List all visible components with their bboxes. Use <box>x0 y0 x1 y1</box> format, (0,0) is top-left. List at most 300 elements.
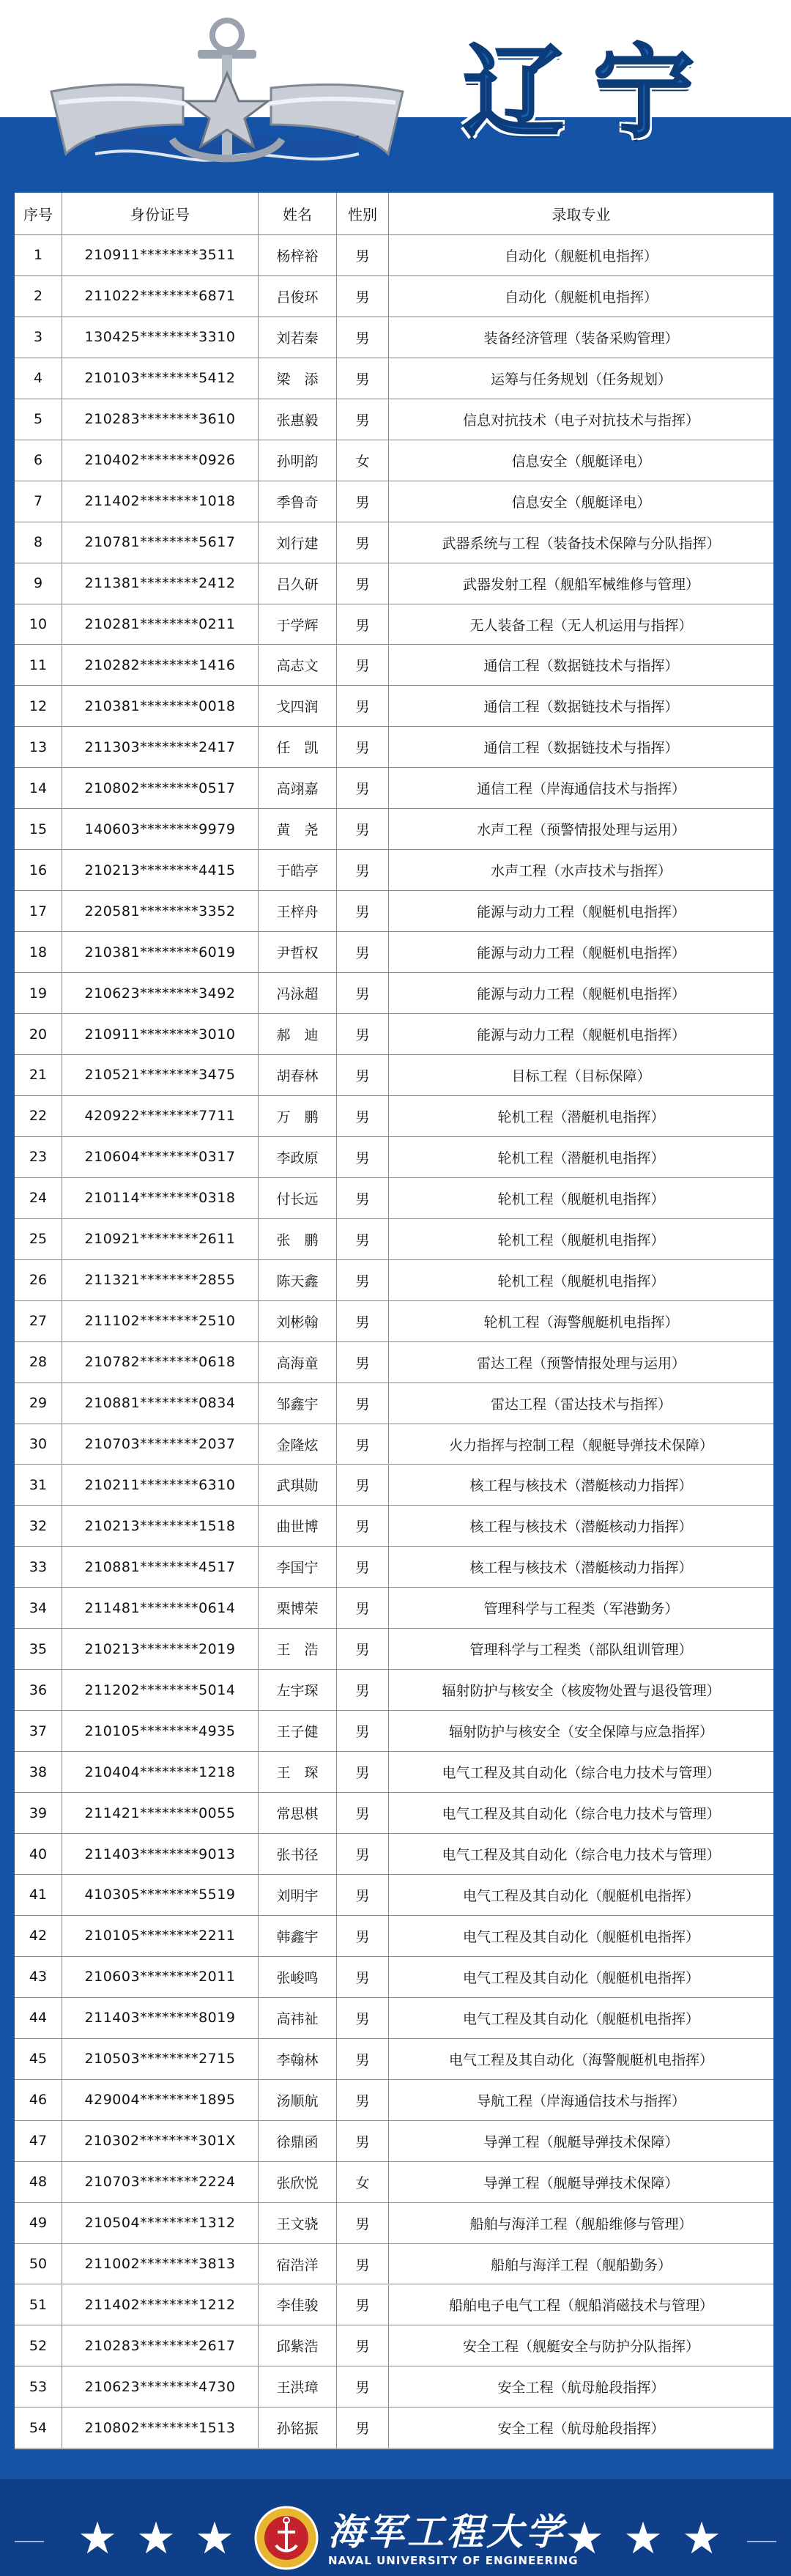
gender: 男 <box>337 235 389 275</box>
gender: 男 <box>337 727 389 767</box>
table-row <box>15 1916 773 1957</box>
admitted-major: 目标工程（目标保障） <box>511 1067 651 1084</box>
gender: 男 <box>337 768 389 808</box>
id-number: 210283********2617 <box>62 2325 259 2366</box>
student-name: 金隆炫 <box>259 1424 337 1465</box>
gender: 男 <box>337 809 389 849</box>
admitted-major: 船舶与海洋工程（舰船勤务） <box>490 2257 672 2273</box>
student-name: 孙铭振 <box>259 2407 337 2448</box>
row-index: 8 <box>15 522 62 563</box>
gender: 男 <box>337 276 389 317</box>
admitted-major: 武器系统与工程（装备技术保障与分队指挥） <box>442 535 721 552</box>
row-index: 44 <box>15 1998 62 2038</box>
table-row <box>15 891 773 932</box>
id-number: 211102********2510 <box>62 1301 259 1341</box>
admitted-major: 电气工程及其自动化（综合电力技术与管理） <box>442 1765 721 1782</box>
gender: 男 <box>337 1506 389 1546</box>
gender: 男 <box>337 1219 389 1259</box>
table-row <box>15 1465 773 1506</box>
footer-band <box>0 2479 791 2576</box>
id-number: 210921********2611 <box>62 1219 259 1259</box>
table-row <box>15 932 773 973</box>
table-row <box>15 1670 773 1711</box>
gender: 男 <box>337 1752 389 1792</box>
student-name: 王洪璋 <box>259 2366 337 2407</box>
student-name: 尹哲权 <box>259 932 337 972</box>
row-index: 5 <box>15 399 62 440</box>
id-number: 210103********5412 <box>62 358 259 399</box>
id-number: 210802********0517 <box>62 768 259 808</box>
admitted-major: 电气工程及其自动化（舰艇机电指挥） <box>462 1928 699 1945</box>
row-index: 50 <box>15 2244 62 2284</box>
id-number: 211481********0614 <box>62 1588 259 1628</box>
id-number: 211303********2417 <box>62 727 259 767</box>
admitted-major: 信息安全（舰艇译电） <box>511 494 651 511</box>
admitted-major: 船舶与海洋工程（舰船维修与管理） <box>469 2216 693 2232</box>
admitted-major: 辐射防护与核安全（核废物处置与退役管理） <box>442 1683 721 1700</box>
row-index: 21 <box>15 1055 62 1095</box>
id-number: 210105********2211 <box>62 1916 259 1956</box>
id-number: 210911********3511 <box>62 235 259 275</box>
table-row <box>15 1875 773 1916</box>
admission-table <box>15 193 773 2449</box>
column-header-name: 姓名 <box>259 193 337 234</box>
row-index: 24 <box>15 1178 62 1218</box>
student-name: 王 浩 <box>259 1629 337 1669</box>
id-number: 211022********6871 <box>62 276 259 317</box>
id-number: 211202********5014 <box>62 1670 259 1710</box>
gender: 男 <box>337 686 389 726</box>
id-number: 210381********0018 <box>62 686 259 726</box>
row-index: 10 <box>15 604 62 645</box>
gender: 男 <box>337 1793 389 1833</box>
admitted-major: 信息对抗技术（电子对抗技术与指挥） <box>462 412 699 429</box>
student-name: 万 鹏 <box>259 1096 337 1136</box>
table-row <box>15 973 773 1014</box>
row-index: 4 <box>15 358 62 399</box>
row-index: 17 <box>15 891 62 931</box>
row-index: 1 <box>15 235 62 275</box>
table-row <box>15 358 773 399</box>
admitted-major: 核工程与核技术（潜艇核动力指挥） <box>469 1478 693 1495</box>
row-index: 53 <box>15 2366 62 2407</box>
admitted-major: 核工程与核技术（潜艇核动力指挥） <box>469 1519 693 1536</box>
university-seal-icon <box>254 2506 319 2570</box>
id-number: 210404********1218 <box>62 1752 259 1792</box>
admitted-major: 无人装备工程（无人机运用与指挥） <box>469 617 693 634</box>
student-name: 郝 迪 <box>259 1014 337 1054</box>
student-name: 孙明韵 <box>259 440 337 481</box>
id-number: 211402********1212 <box>62 2285 259 2325</box>
id-number: 210521********3475 <box>62 1055 259 1095</box>
id-number: 210283********3610 <box>62 399 259 440</box>
admitted-major: 电气工程及其自动化（舰艇机电指挥） <box>462 2010 699 2027</box>
admitted-major: 电气工程及其自动化（舰艇机电指挥） <box>462 1969 699 1986</box>
gender: 男 <box>337 1383 389 1424</box>
admitted-major: 电气工程及其自动化（综合电力技术与管理） <box>442 1806 721 1823</box>
id-number: 220581********3352 <box>62 891 259 931</box>
admitted-major: 运筹与任务规划（任务规划） <box>490 371 672 388</box>
gender: 男 <box>337 1301 389 1341</box>
admitted-major: 安全工程（舰艇安全与防护分队指挥） <box>462 2339 699 2355</box>
gender: 男 <box>337 1957 389 1997</box>
table-row <box>15 2121 773 2162</box>
row-index: 3 <box>15 317 62 358</box>
row-index: 6 <box>15 440 62 481</box>
id-number: 210302********301X <box>62 2121 259 2161</box>
table-row <box>15 1219 773 1260</box>
gender: 男 <box>337 1424 389 1465</box>
id-number: 210881********0834 <box>62 1383 259 1424</box>
student-name: 张惠毅 <box>259 399 337 440</box>
student-name: 李政原 <box>259 1137 337 1177</box>
id-number: 210211********6310 <box>62 1465 259 1506</box>
admitted-major: 水声工程（水声技术与指挥） <box>490 863 672 880</box>
id-number: 420922********7711 <box>62 1096 259 1136</box>
admitted-major: 管理科学与工程类（军港勤务） <box>483 1601 679 1618</box>
footer-divider <box>15 2541 44 2542</box>
table-row <box>15 2080 773 2121</box>
school-name: 海军工程大学 <box>328 2510 565 2553</box>
gender: 男 <box>337 1260 389 1300</box>
table-row <box>15 1834 773 1875</box>
row-index: 37 <box>15 1711 62 1751</box>
gender: 男 <box>337 1711 389 1751</box>
table-row <box>15 1260 773 1301</box>
table-row <box>15 850 773 891</box>
gender: 男 <box>337 2203 389 2243</box>
gender: 男 <box>337 1137 389 1177</box>
gender: 男 <box>337 2366 389 2407</box>
footer <box>0 2466 791 2576</box>
row-index: 19 <box>15 973 62 1013</box>
gender: 男 <box>337 1465 389 1506</box>
gender: 男 <box>337 1342 389 1383</box>
table-row <box>15 2039 773 2080</box>
star-icon: ★ <box>565 2513 604 2564</box>
star-icon: ★ <box>682 2513 721 2564</box>
admitted-major: 装备经济管理（装备采购管理） <box>483 330 679 347</box>
id-number: 210105********4935 <box>62 1711 259 1751</box>
table-row <box>15 2285 773 2326</box>
student-name: 吕俊环 <box>259 276 337 317</box>
admitted-major: 轮机工程（海警舰艇机电指挥） <box>483 1314 679 1330</box>
id-number: 210282********1416 <box>62 645 259 686</box>
admitted-major: 火力指挥与控制工程（舰艇导弹技术保障） <box>448 1437 713 1454</box>
admitted-major: 管理科学与工程类（部队组训管理） <box>469 1642 693 1659</box>
id-number: 210114********0318 <box>62 1178 259 1218</box>
student-name: 于皓亭 <box>259 850 337 890</box>
table-row <box>15 235 773 276</box>
row-index: 11 <box>15 645 62 686</box>
admitted-major: 能源与动力工程（舰艇机电指挥） <box>476 986 686 1003</box>
admitted-major: 电气工程及其自动化（舰艇机电指挥） <box>462 1887 699 1904</box>
student-name: 黄 尧 <box>259 809 337 849</box>
student-name: 季鲁奇 <box>259 481 337 522</box>
student-name: 高志文 <box>259 645 337 686</box>
table-row <box>15 399 773 440</box>
student-name: 高翊嘉 <box>259 768 337 808</box>
table-row <box>15 276 773 317</box>
admitted-major: 电气工程及其自动化（海警舰艇机电指挥） <box>448 2051 713 2068</box>
student-name: 王子健 <box>259 1711 337 1751</box>
table-row <box>15 1793 773 1834</box>
admitted-major: 核工程与核技术（潜艇核动力指挥） <box>469 1560 693 1577</box>
gender: 男 <box>337 2244 389 2284</box>
table-row <box>15 1547 773 1588</box>
admitted-major: 轮机工程（潜艇机电指挥） <box>497 1109 665 1125</box>
student-name: 刘行建 <box>259 522 337 563</box>
student-name: 张欣悦 <box>259 2162 337 2202</box>
student-name: 王文骁 <box>259 2203 337 2243</box>
gender: 男 <box>337 891 389 931</box>
table-row <box>15 1301 773 1342</box>
student-name: 张书径 <box>259 1834 337 1874</box>
id-number: 210802********1513 <box>62 2407 259 2448</box>
row-index: 35 <box>15 1629 62 1669</box>
gender: 男 <box>337 563 389 604</box>
table-area <box>0 174 791 2466</box>
admitted-major: 安全工程（航母舱段指挥） <box>497 2380 665 2397</box>
row-index: 27 <box>15 1301 62 1341</box>
gender: 男 <box>337 2325 389 2366</box>
student-name: 邱紫浩 <box>259 2325 337 2366</box>
admitted-major: 轮机工程（舰艇机电指挥） <box>497 1273 665 1289</box>
table-row <box>15 809 773 850</box>
gender: 男 <box>337 1998 389 2038</box>
row-index: 2 <box>15 276 62 317</box>
id-number: 130425********3310 <box>62 317 259 358</box>
table-row <box>15 481 773 522</box>
star-icon: ★ <box>623 2513 663 2564</box>
admitted-major: 通信工程（数据链技术与指挥） <box>483 740 679 757</box>
id-number: 210504********1312 <box>62 2203 259 2243</box>
student-name: 戈四润 <box>259 686 337 726</box>
row-index: 34 <box>15 1588 62 1628</box>
column-header-major: 录取专业 <box>552 206 611 223</box>
column-header-id: 身份证号 <box>62 193 259 234</box>
student-name: 邹鑫宇 <box>259 1383 337 1424</box>
id-number: 211403********9013 <box>62 1834 259 1874</box>
row-index: 16 <box>15 850 62 890</box>
table-row <box>15 1424 773 1465</box>
row-index: 23 <box>15 1137 62 1177</box>
table-row <box>15 645 773 686</box>
table-row <box>15 2366 773 2407</box>
table-row <box>15 522 773 563</box>
row-index: 36 <box>15 1670 62 1710</box>
gender: 男 <box>337 2039 389 2079</box>
student-name: 于学辉 <box>259 604 337 645</box>
gender: 男 <box>337 1916 389 1956</box>
id-number: 210623********4730 <box>62 2366 259 2407</box>
table-row <box>15 1998 773 2039</box>
admitted-major: 雷达工程（预警情报处理与运用） <box>476 1355 686 1372</box>
gender: 男 <box>337 481 389 522</box>
table-row <box>15 1588 773 1629</box>
table-row <box>15 604 773 645</box>
row-index: 7 <box>15 481 62 522</box>
row-index: 13 <box>15 727 62 767</box>
gender: 女 <box>337 440 389 481</box>
student-name: 汤顺航 <box>259 2080 337 2120</box>
gender: 男 <box>337 2080 389 2120</box>
table-row <box>15 727 773 768</box>
row-index: 32 <box>15 1506 62 1546</box>
admitted-major: 轮机工程（潜艇机电指挥） <box>497 1150 665 1166</box>
student-name: 王梓舟 <box>259 891 337 931</box>
table-row <box>15 440 773 481</box>
student-name: 张 鹏 <box>259 1219 337 1259</box>
row-index: 46 <box>15 2080 62 2120</box>
admitted-major: 通信工程（数据链技术与指挥） <box>483 658 679 675</box>
row-index: 28 <box>15 1342 62 1383</box>
gender: 男 <box>337 399 389 440</box>
admitted-major: 安全工程（航母舱段指挥） <box>497 2421 665 2438</box>
row-index: 9 <box>15 563 62 604</box>
gender: 男 <box>337 1547 389 1587</box>
table-row <box>15 1014 773 1055</box>
admitted-major: 辐射防护与核安全（安全保障与应急指挥） <box>448 1724 713 1741</box>
gender: 男 <box>337 358 389 399</box>
table-row <box>15 2203 773 2244</box>
student-name: 陈天鑫 <box>259 1260 337 1300</box>
table-row <box>15 1383 773 1424</box>
table-row <box>15 1137 773 1178</box>
row-index: 43 <box>15 1957 62 1997</box>
row-index: 22 <box>15 1096 62 1136</box>
student-name: 王 琛 <box>259 1752 337 1792</box>
table-row <box>15 317 773 358</box>
admitted-major: 自动化（舰艇机电指挥） <box>504 289 658 306</box>
id-number: 210881********4517 <box>62 1547 259 1587</box>
row-index: 45 <box>15 2039 62 2079</box>
id-number: 410305********5519 <box>62 1875 259 1915</box>
row-index: 18 <box>15 932 62 972</box>
gender: 男 <box>337 850 389 890</box>
id-number: 210703********2224 <box>62 2162 259 2202</box>
row-index: 14 <box>15 768 62 808</box>
row-index: 48 <box>15 2162 62 2202</box>
student-name: 张峻鸣 <box>259 1957 337 1997</box>
student-name: 高海童 <box>259 1342 337 1383</box>
admitted-major: 武器发射工程（舰船军械维修与管理） <box>462 576 699 593</box>
star-icon: ★ <box>195 2513 234 2564</box>
row-index: 31 <box>15 1465 62 1506</box>
student-name: 徐鼎函 <box>259 2121 337 2161</box>
table-row <box>15 2244 773 2285</box>
gender: 男 <box>337 973 389 1013</box>
row-index: 25 <box>15 1219 62 1259</box>
gender: 男 <box>337 1096 389 1136</box>
row-index: 33 <box>15 1547 62 1587</box>
student-name: 刘若秦 <box>259 317 337 358</box>
row-index: 26 <box>15 1260 62 1300</box>
gender: 男 <box>337 1055 389 1095</box>
admitted-major: 轮机工程（舰艇机电指挥） <box>497 1191 665 1207</box>
student-name: 刘彬翰 <box>259 1301 337 1341</box>
footer-divider <box>747 2541 776 2542</box>
row-index: 40 <box>15 1834 62 1874</box>
student-name: 李佳骏 <box>259 2285 337 2325</box>
table-row <box>15 2325 773 2366</box>
id-number: 210381********6019 <box>62 932 259 972</box>
table-row <box>15 1096 773 1137</box>
student-name: 付长远 <box>259 1178 337 1218</box>
row-index: 41 <box>15 1875 62 1915</box>
admitted-major: 导弹工程（舰艇导弹技术保障） <box>483 2175 679 2191</box>
admitted-major: 自动化（舰艇机电指挥） <box>504 248 658 264</box>
admitted-major: 能源与动力工程（舰艇机电指挥） <box>476 904 686 921</box>
student-name: 杨梓裕 <box>259 235 337 275</box>
student-name: 韩鑫宇 <box>259 1916 337 1956</box>
navy-anchor-emblem-icon <box>44 15 410 172</box>
id-number: 210782********0618 <box>62 1342 259 1383</box>
table-row <box>15 1957 773 1998</box>
row-index: 51 <box>15 2285 62 2325</box>
row-index: 47 <box>15 2121 62 2161</box>
student-name: 宿浩洋 <box>259 2244 337 2284</box>
gender: 男 <box>337 645 389 686</box>
row-index: 15 <box>15 809 62 849</box>
admitted-major: 轮机工程（舰艇机电指挥） <box>497 1232 665 1248</box>
id-number: 210213********1518 <box>62 1506 259 1546</box>
student-name: 高祎祉 <box>259 1998 337 2038</box>
gender: 男 <box>337 1588 389 1628</box>
row-index: 12 <box>15 686 62 726</box>
id-number: 211381********2412 <box>62 563 259 604</box>
admitted-major: 电气工程及其自动化（综合电力技术与管理） <box>442 1847 721 1864</box>
id-number: 210213********4415 <box>62 850 259 890</box>
student-name: 武琪勋 <box>259 1465 337 1506</box>
table-row <box>15 768 773 809</box>
id-number: 211403********8019 <box>62 1998 259 2038</box>
gender: 男 <box>337 2121 389 2161</box>
admitted-major: 水声工程（预警情报处理与运用） <box>476 822 686 839</box>
column-header-gender: 性别 <box>337 193 389 234</box>
row-index: 42 <box>15 1916 62 1956</box>
star-icon: ★ <box>136 2513 176 2564</box>
id-number: 210503********2715 <box>62 2039 259 2079</box>
student-name: 李国宁 <box>259 1547 337 1587</box>
table-row <box>15 1752 773 1793</box>
student-name: 常思棋 <box>259 1793 337 1833</box>
page-title: 辽宁 <box>462 32 724 152</box>
student-name: 胡春林 <box>259 1055 337 1095</box>
id-number: 211402********1018 <box>62 481 259 522</box>
id-number: 210603********2011 <box>62 1957 259 1997</box>
row-index: 20 <box>15 1014 62 1054</box>
table-row <box>15 563 773 604</box>
gender: 女 <box>337 2162 389 2202</box>
row-index: 29 <box>15 1383 62 1424</box>
row-index: 39 <box>15 1793 62 1833</box>
student-name: 任 凯 <box>259 727 337 767</box>
column-header-index: 序号 <box>15 193 62 234</box>
table-row <box>15 686 773 727</box>
id-number: 210281********0211 <box>62 604 259 645</box>
id-number: 210623********3492 <box>62 973 259 1013</box>
gender: 男 <box>337 1014 389 1054</box>
admitted-major: 导弹工程（舰艇导弹技术保障） <box>483 2133 679 2150</box>
id-number: 211321********2855 <box>62 1260 259 1300</box>
id-number: 210911********3010 <box>62 1014 259 1054</box>
admitted-major: 雷达工程（雷达技术与指挥） <box>490 1396 672 1413</box>
star-icon: ★ <box>78 2513 117 2564</box>
admitted-major: 通信工程（岸海通信技术与指挥） <box>476 781 686 798</box>
table-row <box>15 1055 773 1096</box>
id-number: 211002********3813 <box>62 2244 259 2284</box>
